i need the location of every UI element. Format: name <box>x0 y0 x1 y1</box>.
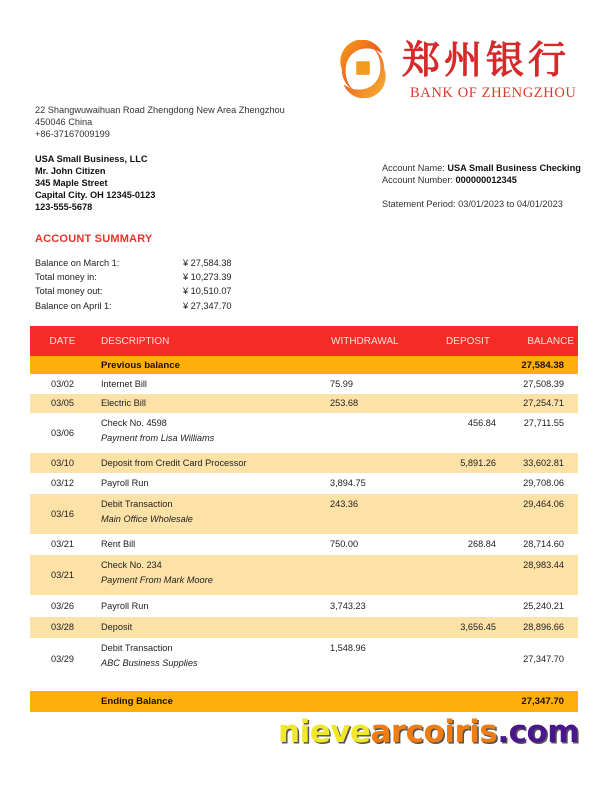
table-row: 03/06 Check No. 4598 Payment from Lisa Williams 456.84 27,711.55 <box>51 418 564 443</box>
bank-logo <box>334 38 584 108</box>
bank-address-line1: 22 Shangwuwaihuan Road Zhengdong New Area Zhengzhou <box>35 105 285 115</box>
table-row: 03/05 Electric Bill 253.68 27,254.71 <box>30 394 578 414</box>
account-number-value: 000000012345 <box>455 175 517 185</box>
summary-row: Total money out: ¥ 10,510.07 <box>35 286 232 297</box>
ending-balance-row: Ending Balance 27,347.70 <box>30 691 578 712</box>
customer-address <box>35 153 155 213</box>
watermark: nievearcoiris.com <box>278 714 580 750</box>
statement-period-value: 03/01/2023 to 04/01/2023 <box>458 199 563 209</box>
bank-address <box>35 104 285 140</box>
header-description: DESCRIPTION <box>101 335 170 347</box>
table-row: 03/21 Check No. 234 Payment From Mark Moore 28,983.44 <box>30 555 578 595</box>
bank-logo-icon <box>334 40 392 98</box>
bank-name-english: BANK OF ZHENGZHOU <box>410 85 577 101</box>
bank-name-chinese: 郑州银行 <box>402 37 571 82</box>
row-subtitle: Main Office Wholesale <box>101 513 193 524</box>
table-row: 03/21 Rent Bill 750.00 268.84 28,714.60 <box>51 539 564 549</box>
summary-row: Balance on March 1: ¥ 27,584.38 <box>35 258 232 268</box>
row-subtitle: ABC Business Supplies <box>101 657 198 668</box>
account-summary <box>35 257 232 314</box>
bank-phone: +86-37167009199 <box>35 129 110 139</box>
table-row: 03/28 Deposit 3,656.45 28,896.66 <box>30 617 578 638</box>
account-number: Account Number: 000000012345 <box>382 175 517 185</box>
statement-period: Statement Period: 03/01/2023 to 04/01/2023 <box>382 199 563 209</box>
table-row: 03/12 Payroll Run 3,894.75 29,708.06 <box>51 478 564 488</box>
table-row: 03/16 Debit Transaction Main Office Wholesale 243.36 29,464.06 <box>30 494 578 534</box>
bank-address-line2: 450046 China <box>35 117 93 127</box>
customer-phone: 123-555-5678 <box>35 202 93 212</box>
table-row: 03/26 Payroll Run 3,743.23 25,240.21 <box>51 600 564 611</box>
header-deposit: DEPOSIT <box>446 335 490 347</box>
summary-title: ACCOUNT SUMMARY <box>35 233 153 245</box>
header-withdrawal: WITHDRAWAL <box>331 335 399 347</box>
row-subtitle: Payment From Mark Moore <box>101 574 213 585</box>
summary-row: Balance on April 1: ¥ 27,347.70 <box>35 300 232 311</box>
table-row: 03/10 Deposit from Credit Card Processor 5,891.26 33,602.81 <box>30 453 578 473</box>
transactions-table <box>30 326 578 712</box>
previous-balance-row: Previous balance 27,584.38 <box>30 356 578 374</box>
header-date: DATE <box>49 335 76 347</box>
table-row: 03/29 Debit Transaction ABC Business Supplies 1,548.96 27,347.70 <box>51 642 564 668</box>
customer-street: 345 Maple Street <box>35 178 108 188</box>
customer-city: Capital City. OH 12345-0123 <box>35 190 156 200</box>
header-balance: BALANCE <box>527 335 574 347</box>
row-subtitle: Payment from Lisa Williams <box>101 433 215 443</box>
customer-contact: Mr. John Citizen <box>35 166 106 176</box>
account-name-value: USA Small Business Checking <box>447 163 581 173</box>
summary-row: Total money in: ¥ 10,273.39 <box>35 272 232 283</box>
account-info <box>382 162 581 186</box>
account-name: Account Name: USA Small Business Checking <box>382 163 581 173</box>
table-row: 03/02 Internet Bill 75.99 27,508.39 <box>51 378 564 389</box>
table-header <box>30 326 578 356</box>
customer-company: USA Small Business, LLC <box>35 154 148 164</box>
